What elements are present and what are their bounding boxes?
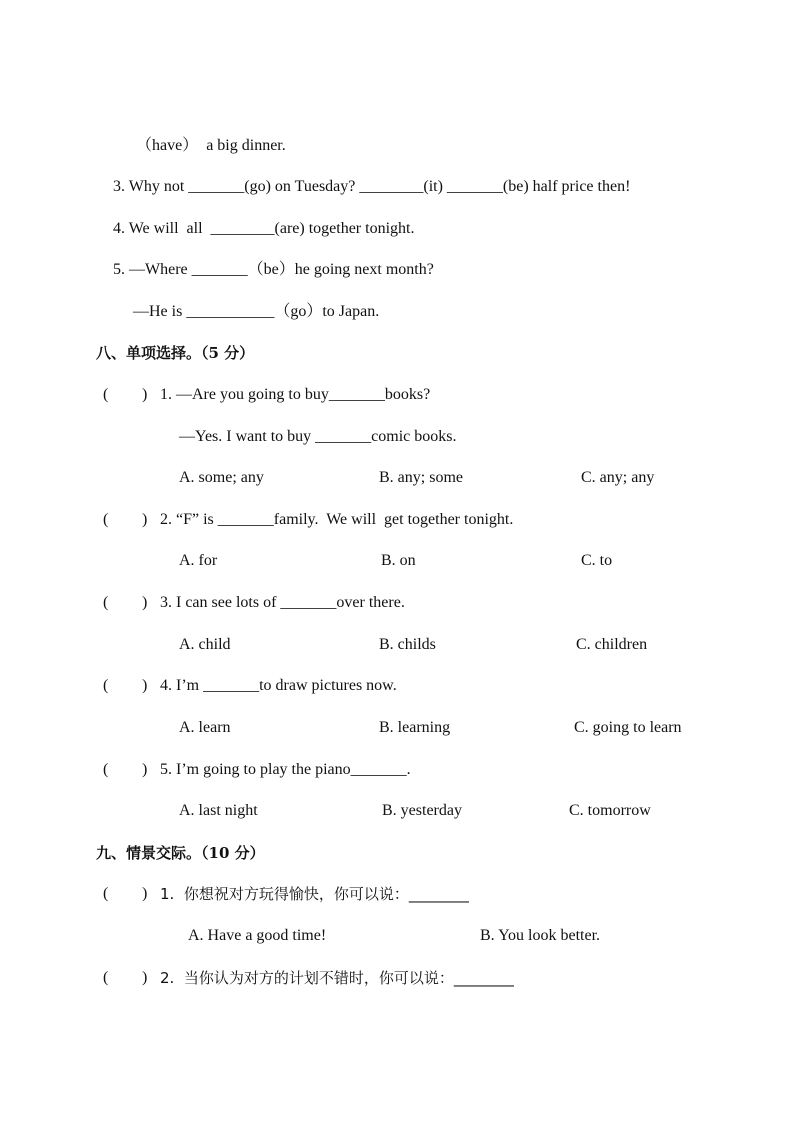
section-8-heading: 八、单项选择。（5 分）	[96, 344, 255, 362]
question-5-option-b: B. yesterday	[382, 802, 462, 819]
answer-paren-open: (	[103, 386, 109, 403]
q5-question: 5. —Where _______（be）he going next month?	[113, 261, 434, 278]
q4-text: 4. We will all ________(are) together tonight.	[113, 220, 415, 237]
answer-paren-open: (	[103, 885, 109, 902]
answer-paren-close: )	[142, 677, 148, 694]
answer-paren-close: )	[142, 511, 148, 528]
question-1-option-a: A. some; any	[179, 469, 264, 486]
situation-1-option-b: B. You look better.	[480, 927, 601, 944]
situation-1-stem: 1. 你想祝对方玩得愉快，你可以说：________	[160, 885, 469, 903]
question-3-option-c: C. children	[576, 636, 648, 653]
question-4-stem: 4. I’m _______to draw pictures now.	[160, 677, 397, 694]
question-2-option-c: C. to	[581, 552, 613, 569]
answer-paren-close: )	[142, 885, 148, 902]
answer-paren-open: (	[103, 511, 109, 528]
question-5-option-c: C. tomorrow	[569, 802, 651, 819]
q2-continuation: （have） a big dinner.	[136, 137, 286, 154]
situation-1-option-a: A. Have a good time!	[188, 927, 327, 944]
answer-paren-open: (	[103, 594, 109, 611]
question-1-stem: 1. —Are you going to buy_______books?	[160, 386, 431, 403]
answer-paren-open: (	[103, 969, 109, 986]
q5-answer: —He is ___________（go）to Japan.	[133, 303, 380, 320]
answer-paren-close: )	[142, 594, 148, 611]
answer-paren-close: )	[142, 386, 148, 403]
q3-text: 3. Why not _______(go) on Tuesday? ________(it) _______(be) half price then!	[113, 178, 631, 195]
question-3-option-b: B. childs	[379, 636, 436, 653]
answer-paren-open: (	[103, 677, 109, 694]
question-4-option-a: A. learn	[179, 719, 231, 736]
question-3-stem: 3. I can see lots of _______over there.	[160, 594, 405, 611]
question-4-option-c: C. going to learn	[574, 719, 682, 736]
question-1-option-c: C. any; any	[581, 469, 655, 486]
question-5-stem: 5. I’m going to play the piano_______.	[160, 761, 411, 778]
answer-paren-close: )	[142, 969, 148, 986]
section-9-heading: 九、情景交际。（10 分）	[96, 844, 265, 862]
question-1-option-b: B. any; some	[379, 469, 463, 486]
question-5-option-a: A. last night	[179, 802, 258, 819]
question-2-stem: 2. “F” is _______family. We will get together tonight.	[160, 511, 514, 528]
question-4-option-b: B. learning	[379, 719, 451, 736]
question-2-option-a: A. for	[179, 552, 218, 569]
answer-paren-close: )	[142, 761, 148, 778]
situation-2-stem: 2. 当你认为对方的计划不错时，你可以说：________	[160, 969, 514, 987]
question-3-option-a: A. child	[179, 636, 231, 653]
answer-paren-open: (	[103, 761, 109, 778]
question-2-option-b: B. on	[381, 552, 416, 569]
question-1-stem-reply: —Yes. I want to buy _______comic books.	[179, 428, 457, 445]
